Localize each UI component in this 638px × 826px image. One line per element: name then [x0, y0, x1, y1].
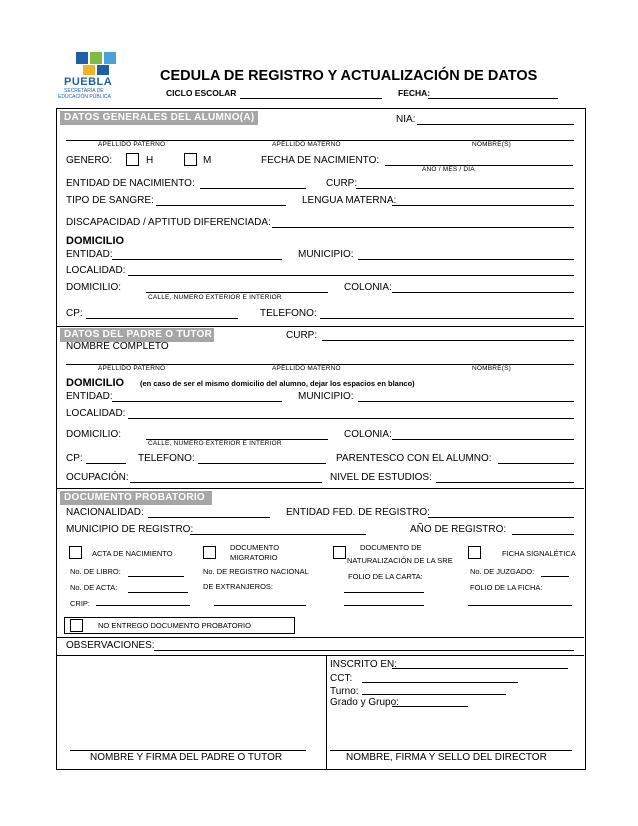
- no-acta-label: No. DE ACTA:: [70, 583, 118, 592]
- telefono-field[interactable]: [320, 318, 574, 319]
- divider-3: [57, 637, 584, 638]
- curp-field[interactable]: [356, 188, 574, 189]
- page-title: CEDULA DE REGISTRO Y ACTUALIZACIÓN DE DATOS: [160, 68, 538, 84]
- nombres-hint: NOMBRE(S): [472, 141, 511, 148]
- firma-director-line[interactable]: [330, 750, 572, 751]
- folio-carta-label: FOLIO DE LA CARTA:: [348, 572, 423, 581]
- localidad-field[interactable]: [128, 275, 574, 276]
- folio-ficha-field[interactable]: [468, 605, 572, 606]
- tipo-sangre-label: TIPO DE SANGRE:: [66, 195, 154, 206]
- tutor-municipio-label: MUNICIPIO:: [298, 391, 354, 402]
- ocupacion-label: OCUPACIÓN:: [66, 472, 129, 483]
- localidad-label: LOCALIDAD:: [66, 265, 126, 276]
- entidad-nac-label: ENTIDAD DE NACIMIENTO:: [66, 178, 195, 189]
- tutor-domicilio-label: DOMICILIO:: [66, 429, 122, 440]
- no-entrego-checkbox[interactable]: [70, 619, 83, 632]
- domicilio-label: DOMICILIO:: [66, 282, 122, 293]
- nivel-field[interactable]: [436, 482, 574, 483]
- crip-label: CRIP:: [70, 599, 91, 608]
- genero-h-label: H: [146, 155, 154, 166]
- nia-field[interactable]: [417, 124, 574, 125]
- ap-materno-hint: APELLIDO MATERNO: [272, 141, 341, 148]
- nombre-completo-label: NOMBRE COMPLETO: [66, 341, 169, 352]
- domicilio-field[interactable]: [146, 292, 328, 293]
- cct-field[interactable]: [362, 682, 518, 683]
- ficha-label: FICHA SIGNALÉTICA: [502, 549, 576, 558]
- folio-ficha-label: FOLIO DE LA FICHA:: [470, 583, 543, 592]
- domicilio-alumno-title: DOMICILIO: [66, 235, 125, 247]
- juzgado-field[interactable]: [541, 576, 569, 577]
- firma-director-label: NOMBRE, FIRMA Y SELLO DEL DIRECTOR: [346, 752, 547, 763]
- tutor-ap-materno-hint: APELLIDO MATERNO: [272, 365, 341, 372]
- reg-nacional-label: No. DE REGISTRO NACIONAL: [203, 567, 309, 576]
- anio-reg-label: AÑO DE REGISTRO:: [410, 524, 507, 535]
- curp-label: CURP:: [326, 178, 358, 189]
- nivel-label: NIVEL DE ESTUDIOS:: [330, 472, 432, 483]
- colonia-label: COLONIA:: [344, 282, 392, 293]
- tutor-colonia-field[interactable]: [392, 439, 574, 440]
- section-documento: DOCUMENTO PROBATORIO: [60, 491, 212, 505]
- migratorio-label-1: DOCUMENTO: [230, 543, 280, 552]
- acta-checkbox[interactable]: [69, 546, 82, 559]
- inscrito-label: INSCRITO EN:: [330, 659, 398, 670]
- acta-label: ACTA DE NACIMIENTO: [92, 549, 173, 558]
- tutor-cp-field[interactable]: [86, 463, 126, 464]
- libro-label: No. DE LIBRO:: [70, 567, 121, 576]
- parentesco-field[interactable]: [498, 463, 574, 464]
- entidad-field[interactable]: [112, 259, 282, 260]
- tutor-entidad-field[interactable]: [112, 401, 282, 402]
- colonia-field[interactable]: [392, 292, 574, 293]
- fecha-field[interactable]: [428, 98, 558, 99]
- tutor-entidad-label: ENTIDAD:: [66, 391, 113, 402]
- nia-label: NIA:: [396, 114, 416, 125]
- tutor-localidad-field[interactable]: [128, 418, 574, 419]
- telefono-label: TELEFONO:: [260, 308, 317, 319]
- tutor-telefono-field[interactable]: [198, 463, 326, 464]
- divider-vertical: [326, 655, 327, 769]
- naturalizacion-label-2: NATURALIZACIÓN DE LA SRE: [347, 556, 453, 565]
- logo-sub1: SECRETARÍA DE: [64, 88, 104, 94]
- divider-4: [57, 655, 584, 656]
- fecha-nac-hint: AÑO / MES / DÍA: [422, 166, 475, 173]
- parentesco-label: PARENTESCO CON EL ALUMNO:: [336, 453, 492, 464]
- entidad-reg-label: ENTIDAD FED. DE REGISTRO:: [286, 507, 430, 518]
- cp-field[interactable]: [86, 318, 238, 319]
- fecha-label: FECHA:: [398, 88, 431, 98]
- firma-padre-line[interactable]: [70, 750, 306, 751]
- tutor-localidad-label: LOCALIDAD:: [66, 408, 126, 419]
- observaciones-field[interactable]: [154, 650, 574, 651]
- tutor-calle-hint: CALLE, NUMERO EXTERIOR E INTERIOR: [148, 440, 282, 447]
- folio-carta-field-1[interactable]: [344, 592, 424, 593]
- tutor-municipio-field[interactable]: [358, 401, 574, 402]
- domicilio-tutor-title: DOMICILIO: [66, 377, 125, 389]
- domicilio-tutor-note: (en caso de ser el mismo domicilio del alumno, dejar los espacios en blanco): [140, 379, 415, 388]
- no-acta-field[interactable]: [128, 592, 188, 593]
- municipio-reg-label: MUNICIPIO DE REGISTRO:: [66, 524, 194, 535]
- libro-field[interactable]: [128, 576, 184, 577]
- grado-field[interactable]: [392, 706, 468, 707]
- tutor-curp-field[interactable]: [322, 340, 574, 341]
- nacionalidad-field[interactable]: [148, 517, 270, 518]
- naturalizacion-label-1: DOCUMENTO DE: [360, 543, 422, 552]
- turno-label: Turno:: [330, 686, 359, 697]
- logo-sub2: EDUCACIÓN PÚBLICA: [58, 94, 111, 100]
- tutor-curp-label: CURP:: [286, 330, 318, 341]
- tutor-telefono-label: TELEFONO:: [138, 453, 195, 464]
- ficha-checkbox[interactable]: [468, 546, 481, 559]
- observaciones-label: OBSERVACIONES:: [66, 640, 155, 651]
- tutor-ap-paterno-hint: APELLIDO PATERNO: [98, 365, 166, 372]
- lengua-field[interactable]: [392, 205, 574, 206]
- entidad-reg-field[interactable]: [428, 517, 574, 518]
- discapacidad-label: DISCAPACIDAD / APTITUD DIFERENCIADA:: [66, 217, 271, 228]
- tipo-sangre-field[interactable]: [156, 205, 286, 206]
- genero-h-checkbox[interactable]: [126, 153, 139, 166]
- municipio-reg-field[interactable]: [190, 534, 366, 535]
- divider-1: [57, 326, 584, 327]
- genero-label: GENERO:: [66, 155, 113, 166]
- municipio-label: MUNICIPIO:: [298, 249, 354, 260]
- genero-m-checkbox[interactable]: [184, 153, 197, 166]
- folio-carta-field-2[interactable]: [344, 605, 424, 606]
- anio-reg-field[interactable]: [512, 534, 574, 535]
- naturalizacion-checkbox[interactable]: [333, 546, 346, 559]
- calle-hint: CALLE, NUMERO EXTERIOR E INTERIOR: [148, 294, 282, 301]
- ciclo-field[interactable]: [240, 98, 382, 99]
- ocupacion-field[interactable]: [130, 482, 322, 483]
- fecha-nac-field[interactable]: [385, 165, 573, 166]
- ap-paterno-hint: APELLIDO PATERNO: [98, 141, 166, 148]
- lengua-label: LENGUA MATERNA:: [302, 195, 397, 206]
- tutor-colonia-label: COLONIA:: [344, 429, 392, 440]
- reg-nacional-field[interactable]: [214, 605, 306, 606]
- logo: [58, 50, 130, 98]
- section-tutor: DATOS DEL PADRE O TUTOR: [60, 328, 214, 342]
- no-entrego-label: NO ENTREGO DOCUMENTO PROBATORIO: [98, 621, 251, 630]
- extranjeros-label: DE EXTRANJEROS:: [203, 582, 274, 591]
- ciclo-label: CICLO ESCOLAR: [166, 88, 237, 98]
- inscrito-field[interactable]: [392, 668, 568, 669]
- divider-2: [57, 488, 584, 489]
- firma-padre-label: NOMBRE Y FIRMA DEL PADRE O TUTOR: [90, 752, 283, 763]
- cp-label: CP:: [66, 308, 83, 319]
- migratorio-label-2: MIGRATORIO: [230, 553, 278, 562]
- nacionalidad-label: NACIONALIDAD:: [66, 507, 144, 518]
- logo-text: PUEBLA: [64, 76, 113, 88]
- migratorio-checkbox[interactable]: [203, 546, 216, 559]
- turno-field[interactable]: [362, 694, 506, 695]
- entidad-nac-field[interactable]: [200, 188, 306, 189]
- fecha-nac-label: FECHA DE NACIMIENTO:: [261, 155, 380, 166]
- municipio-field[interactable]: [358, 259, 574, 260]
- section-alumno: DATOS GENERALES DEL ALUMNO(A): [60, 111, 258, 125]
- crip-field[interactable]: [96, 605, 190, 606]
- grado-label: Grado y Grupo:: [330, 697, 399, 708]
- tutor-cp-label: CP:: [66, 453, 83, 464]
- discapacidad-field[interactable]: [272, 227, 574, 228]
- genero-m-label: M: [203, 155, 212, 166]
- entidad-label: ENTIDAD:: [66, 249, 113, 260]
- cct-label: CCT:: [330, 673, 353, 684]
- juzgado-label: No. DE JUZGADO:: [470, 567, 535, 576]
- tutor-nombres-hint: NOMBRE(S): [472, 365, 511, 372]
